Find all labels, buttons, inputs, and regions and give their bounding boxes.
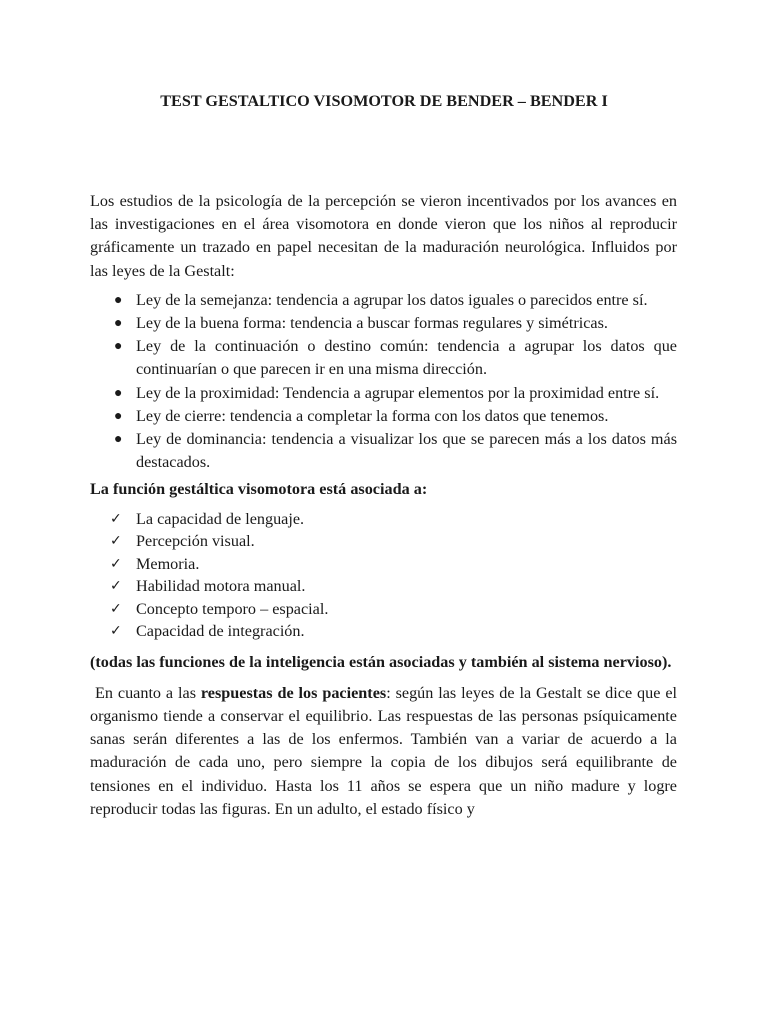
law-text: Ley de cierre: tendencia a completar la forma con los datos que tenemos. bbox=[136, 406, 609, 425]
list-item bbox=[90, 335, 677, 381]
check-icon: ✓ bbox=[110, 533, 122, 550]
bullet-icon: ● bbox=[114, 316, 123, 332]
list-item bbox=[90, 530, 677, 553]
function-text: La capacidad de lenguaje. bbox=[136, 509, 305, 528]
law-text: Ley de la semejanza: tendencia a agrupar los datos iguales o parecidos entre sí. bbox=[136, 290, 648, 309]
responses-text: : según las leyes de la Gestalt se dice que el organismo tiende a conservar el equilibrio. Las respuestas de las personas psíquicamente sanas serán diferentes a las de los enfermos. También van a variar de acuerdo a la maduración de cada uno, pero siempre la copia de los dibujos será equilibrante de tensiones en el individuo. Hasta los 11 años se espera que un niño madure y logre reproducir todas las figuras. En un adulto, el estado físico y bbox=[90, 683, 678, 818]
list-item bbox=[90, 508, 677, 531]
check-icon: ✓ bbox=[110, 555, 122, 572]
function-text: Memoria. bbox=[136, 554, 200, 573]
list-item bbox=[90, 553, 677, 576]
law-text: Ley de la buena forma: tendencia a buscar formas regulares y simétricas. bbox=[136, 314, 608, 333]
responses-paragraph bbox=[90, 682, 677, 821]
document-title: TEST GESTALTICO VISOMOTOR DE BENDER – BENDER I bbox=[160, 92, 608, 110]
intro-paragraph: Los estudios de la psicología de la percepción se vieron incentivados por los avances en las investigaciones en el área visomotora en donde vieron que los niños al reproducir gráficamente un trazado en papel necesitan de la maduración neurológica. Influidos por las leyes de la Gestalt: bbox=[90, 192, 677, 280]
bullet-icon: ● bbox=[114, 292, 123, 308]
bullet-icon: ● bbox=[114, 339, 123, 355]
list-item bbox=[90, 405, 677, 428]
function-text: Concepto temporo – espacial. bbox=[136, 599, 329, 618]
list-item bbox=[90, 620, 677, 643]
bullet-icon: ● bbox=[114, 408, 123, 424]
check-icon: ✓ bbox=[110, 510, 122, 527]
function-heading: La función gestáltica visomotora está asociada a: bbox=[90, 480, 428, 499]
bullet-icon: ● bbox=[114, 432, 123, 448]
functions-checklist bbox=[90, 508, 677, 643]
law-text: Ley de la proximidad: Tendencia a agrupar elementos por la proximidad entre sí. bbox=[136, 383, 660, 402]
list-item bbox=[90, 598, 677, 621]
function-text: Percepción visual. bbox=[136, 532, 255, 551]
intelligence-note: (todas las funciones de la inteligencia están asociadas y también al sistema nervioso). bbox=[90, 652, 672, 671]
law-text: Ley de dominancia: tendencia a visualizar los que se parecen más a los datos más destacados. bbox=[136, 430, 677, 472]
gestalt-laws-list bbox=[90, 289, 677, 475]
check-icon: ✓ bbox=[110, 578, 122, 595]
law-text: Ley de la continuación o destino común: tendencia a agrupar los datos que continuarían o que parecen ir en una misma dirección. bbox=[136, 337, 677, 379]
list-item bbox=[90, 428, 677, 474]
function-text: Habilidad motora manual. bbox=[136, 577, 306, 596]
list-item bbox=[90, 382, 677, 405]
list-item bbox=[90, 312, 677, 335]
list-item bbox=[90, 289, 677, 312]
responses-lead: En cuanto a las bbox=[95, 683, 201, 702]
list-item bbox=[90, 575, 677, 598]
document-body bbox=[90, 190, 677, 821]
check-icon: ✓ bbox=[110, 600, 122, 617]
function-text: Capacidad de integración. bbox=[136, 622, 305, 641]
responses-bold-term: respuestas de los pacientes bbox=[200, 683, 387, 702]
bullet-icon: ● bbox=[114, 385, 123, 401]
check-icon: ✓ bbox=[110, 623, 122, 640]
